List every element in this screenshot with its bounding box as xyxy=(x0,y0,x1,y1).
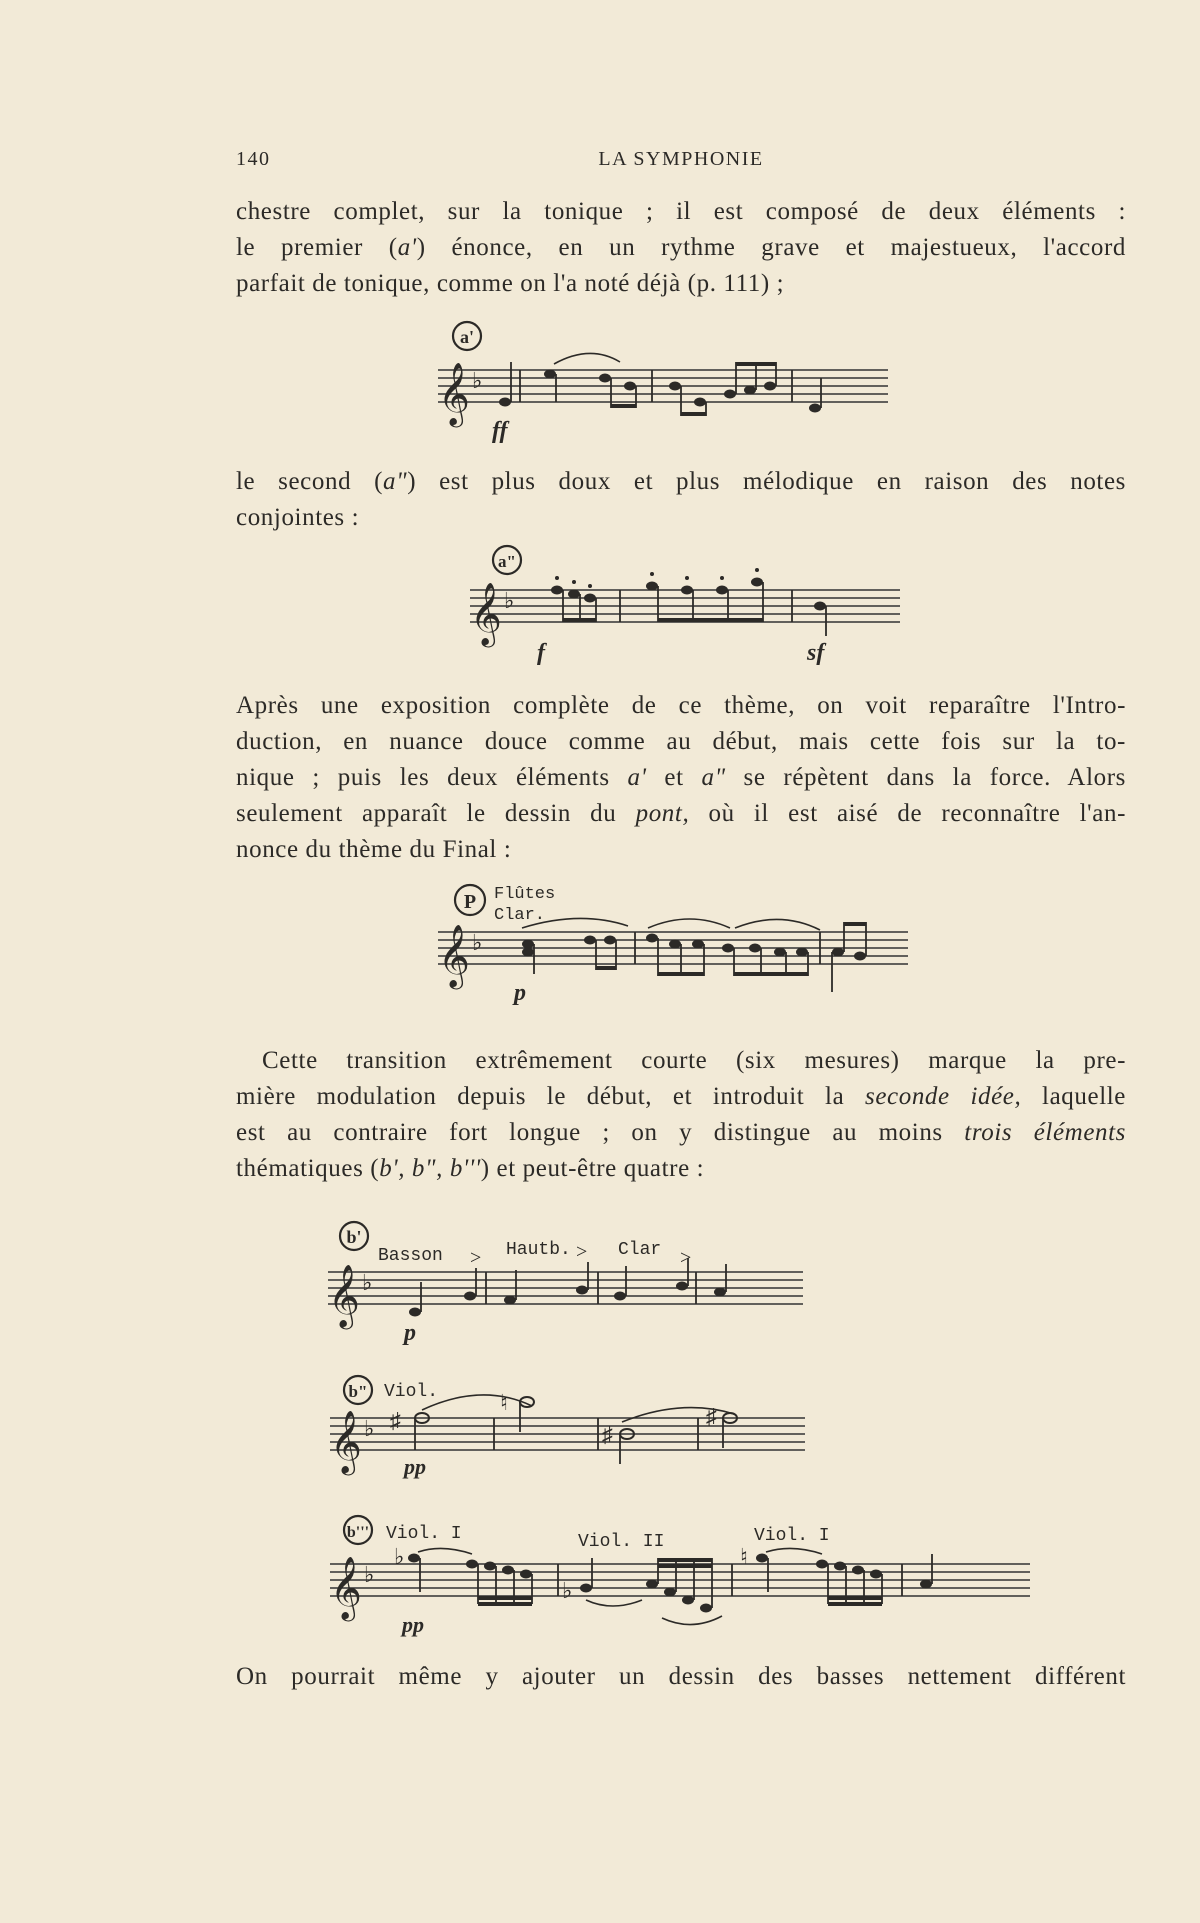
svg-text:♯: ♯ xyxy=(602,1422,613,1447)
text-line: mière modulation depuis le début, et introduit la seconde idée, laquelle xyxy=(236,1083,1126,1110)
dynamic-marking: sf xyxy=(807,640,825,666)
example-label: a' xyxy=(459,327,475,347)
text-line: est au contraire fort longue ; on y distingue au moins trois éléments xyxy=(236,1119,1126,1146)
example-label: P xyxy=(463,891,477,913)
instrument-label: Clar xyxy=(618,1240,662,1260)
music-example-a2 xyxy=(462,538,912,668)
music-example-b2 xyxy=(322,1362,822,1482)
svg-text:>: > xyxy=(470,1247,482,1269)
instrument-label: Viol. xyxy=(384,1382,439,1402)
instrument-label: Viol. I xyxy=(386,1524,462,1544)
text-line: Après une exposition complète de ce thème, on voit reparaître l'Intro- xyxy=(236,692,1126,719)
svg-text:>: > xyxy=(576,1241,588,1263)
text-line: On pourrait même y ajouter un dessin des basses nettement différent xyxy=(236,1663,1126,1690)
svg-text:♮: ♮ xyxy=(500,1390,508,1415)
svg-text:♯: ♯ xyxy=(706,1404,717,1429)
paragraph-1 xyxy=(236,194,1126,302)
flat-icon: ♭ xyxy=(362,1270,373,1295)
dynamic-marking: pp xyxy=(404,1454,426,1479)
music-example-a1 xyxy=(430,316,930,446)
running-title: LA SYMPHONIE xyxy=(598,148,764,170)
example-label: a" xyxy=(498,552,516,571)
instrument-label: Clar. xyxy=(494,906,546,925)
text-line: Cette transition extrêmement courte (six mesures) marque la pre- xyxy=(262,1047,1126,1074)
page-number: 140 xyxy=(236,148,271,170)
treble-clef-icon: 𝄞 xyxy=(328,1266,360,1326)
text-line: nonce du thème du Final : xyxy=(236,836,512,863)
svg-text:♮: ♮ xyxy=(740,1544,748,1569)
running-head xyxy=(236,148,1126,178)
text-line: thématiques (b', b", b''') et peut-être quatre : xyxy=(236,1155,705,1182)
instrument-label: Hautb. xyxy=(506,1240,571,1260)
text-line: duction, en nuance douce comme au début, mais cette fois sur la to- xyxy=(236,728,1126,755)
treble-clef-icon: 𝄞 xyxy=(438,926,470,986)
treble-clef-icon: 𝄞 xyxy=(438,364,470,424)
text-line: le second (a") est plus doux et plus mélodique en raison des notes xyxy=(236,468,1127,495)
text-line: le premier (a') énonce, en un rythme grave et majestueux, l'accord xyxy=(236,234,1127,261)
flat-icon: ♭ xyxy=(472,368,483,393)
dynamic-marking: ff xyxy=(492,418,508,444)
flat-icon: ♭ xyxy=(504,588,515,613)
text-line: nique ; puis les deux éléments a' et a" se répètent dans la force. Alors xyxy=(236,764,1126,791)
dynamic-marking: p xyxy=(404,1320,416,1346)
dynamic-marking: pp xyxy=(402,1612,424,1637)
paragraph-5 xyxy=(236,1659,1126,1695)
treble-clef-icon: 𝄞 xyxy=(330,1558,362,1618)
svg-text:♭: ♭ xyxy=(562,1578,573,1603)
example-label: b' xyxy=(346,1227,362,1247)
flat-icon: ♭ xyxy=(364,1416,375,1441)
paragraph-4 xyxy=(236,1043,1126,1187)
flat-icon: ♭ xyxy=(472,930,483,955)
svg-text:♭: ♭ xyxy=(394,1544,405,1569)
text-line: conjointes : xyxy=(236,504,360,531)
treble-clef-icon: 𝄞 xyxy=(330,1412,362,1472)
text-line: chestre complet, sur la tonique ; il est composé de deux éléments : xyxy=(236,198,1126,225)
text-line: seulement apparaît le dessin du pont, où il est aisé de reconnaître l'an- xyxy=(236,800,1126,827)
music-example-b1 xyxy=(320,1218,820,1348)
treble-clef-icon: 𝄞 xyxy=(470,584,502,644)
instrument-label: Flûtes xyxy=(494,885,556,904)
paragraph-2 xyxy=(236,464,1126,536)
svg-text:♯: ♯ xyxy=(390,1408,401,1433)
dynamic-marking: p xyxy=(514,980,526,1006)
svg-text:>: > xyxy=(680,1247,692,1269)
text-line: parfait de tonique, comme on l'a noté déjà (p. 111) ; xyxy=(236,270,785,297)
instrument-label: Viol. II xyxy=(578,1532,665,1552)
instrument-label: Basson xyxy=(378,1246,443,1266)
flat-icon: ♭ xyxy=(364,1562,375,1587)
example-label: b''' xyxy=(346,1524,370,1541)
paragraph-3 xyxy=(236,688,1126,868)
instrument-label: Viol. I xyxy=(754,1526,830,1546)
dynamic-marking: f xyxy=(537,640,545,666)
music-example-p xyxy=(430,876,930,1006)
example-label: b" xyxy=(348,1382,368,1401)
music-example-b3 xyxy=(322,1508,1042,1638)
